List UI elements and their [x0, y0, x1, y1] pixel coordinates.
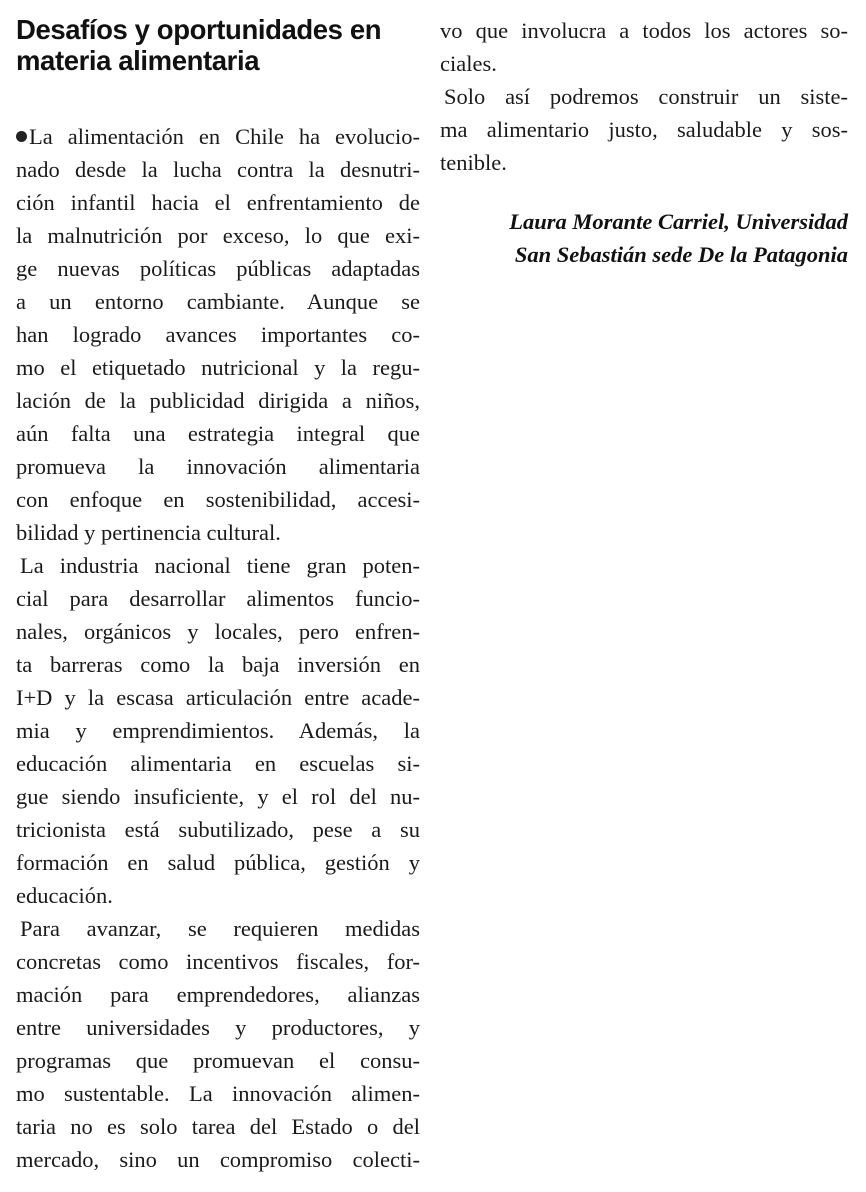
text-line: ta barreras como la baja inversión en [16, 652, 420, 677]
text-line: nales, orgánicos y locales, pero enfren- [16, 619, 420, 644]
paragraph-2 [16, 549, 420, 912]
text-line: mo el etiquetado nutricional y la regu- [16, 355, 420, 380]
text-line: la malnutrición por exceso, lo que exi- [16, 223, 420, 248]
text-line: aún falta una estrategia integral que [16, 421, 420, 446]
text-line: cial para desarrollar alimentos funcio- [16, 586, 420, 611]
text-line: ge nuevas políticas públicas adaptadas [16, 256, 420, 281]
text-line: bilidad y pertinencia cultural. [16, 520, 281, 545]
text-line: ciales. [440, 51, 497, 76]
text-line: educación. [16, 883, 113, 908]
text-line: mo sustentable. La innovación alimen- [16, 1081, 420, 1106]
paragraph-1 [16, 120, 420, 549]
text-line [16, 120, 420, 153]
text-line: formación en salud pública, gestión y [16, 850, 420, 875]
text-line: Para avanzar, se requieren medidas [20, 916, 420, 941]
text-line: han logrado avances importantes co- [16, 322, 420, 347]
signature-line-2: San Sebastián sede De la Patagonia [514, 242, 848, 267]
text-line: a un entorno cambiante. Aunque se [16, 289, 420, 314]
text-line: tenible. [440, 150, 507, 175]
paragraph-3-continued [440, 14, 848, 80]
signature-line-1: Laura Morante Carriel, Universidad [509, 209, 848, 234]
text-line: La industria nacional tiene gran poten- [20, 553, 420, 578]
text-line: entre universidades y productores, y [16, 1015, 420, 1040]
text-line: con enfoque en sostenibilidad, accesi- [16, 487, 420, 512]
text-line: concretas como incentivos fiscales, for- [16, 949, 420, 974]
title-line: Desafíos y oportunidades en [16, 14, 382, 45]
title-line: materia alimentaria [16, 45, 260, 76]
text-line: promueva la innovación alimentaria [16, 454, 420, 479]
article-title [16, 14, 420, 76]
text-line: ma alimentario justo, saludable y sos- [440, 117, 848, 142]
text-line: nado desde la lucha contra la desnutri- [16, 157, 420, 182]
text-line: educación alimentaria en escuelas si- [16, 751, 420, 776]
text-line: vo que involucra a todos los actores so- [440, 18, 848, 43]
text-line: gue siendo insuficiente, y el rol del nu- [16, 784, 420, 809]
text-line: lación de la publicidad dirigida a niños, [16, 388, 420, 413]
text-line: ción infantil hacia el enfrentamiento de [16, 190, 420, 215]
text-line: mercado, sino un compromiso colecti- [16, 1147, 420, 1172]
right-column [440, 14, 848, 271]
paragraph-4 [440, 80, 848, 179]
text-line: tricionista está subutilizado, pese a su [16, 817, 420, 842]
left-column [16, 14, 420, 1176]
text-line: programas que promuevan el consu- [16, 1048, 420, 1073]
text-line: mación para emprendedores, alianzas [16, 982, 420, 1007]
bullet-icon [16, 131, 27, 142]
text-line: taria no es solo tarea del Estado o del [16, 1114, 420, 1139]
text-line-content: La alimentación en Chile ha evolucio- [29, 124, 420, 149]
text-line: mia y emprendimientos. Además, la [16, 718, 420, 743]
text-line: Solo así podremos construir un siste- [444, 84, 848, 109]
text-line: I+D y la escasa articulación entre acade- [16, 685, 420, 710]
paragraph-3 [16, 912, 420, 1176]
spacer [440, 179, 848, 205]
author-signature [440, 205, 848, 271]
